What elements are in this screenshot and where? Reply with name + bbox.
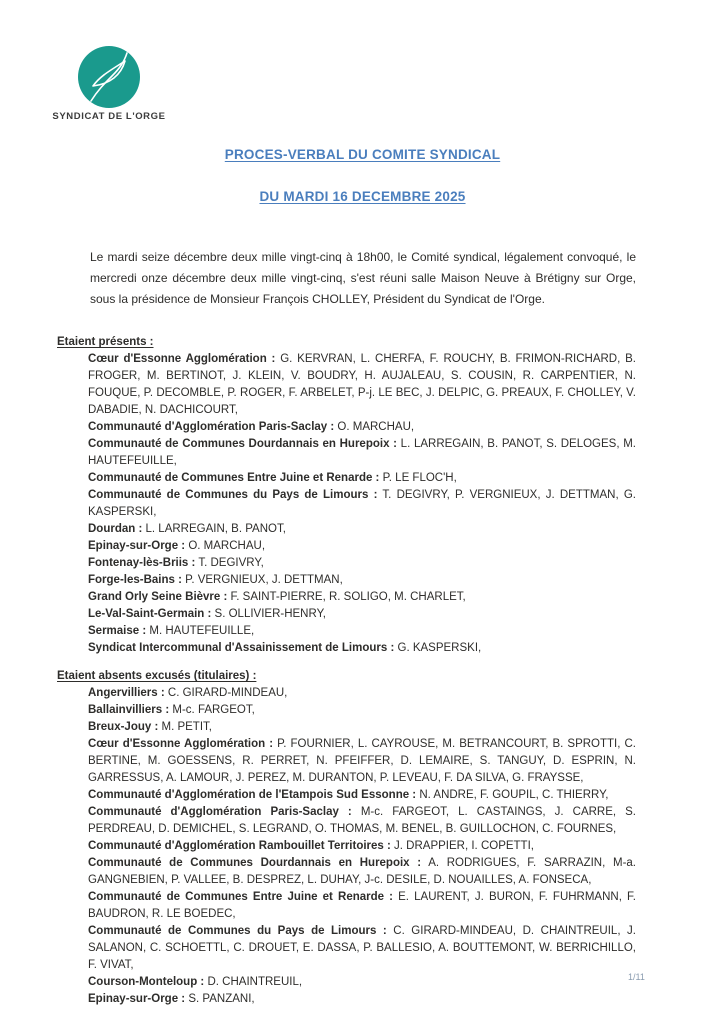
entry-label: Cœur d'Essonne Agglomération : (88, 353, 276, 365)
attendance-entry (88, 838, 636, 855)
entry-names: M. PETIT, (161, 721, 212, 733)
syndicat-orge-leaf-logo-icon (78, 46, 140, 108)
entry-names: N. ANDRE, F. GOUPIL, C. THIERRY, (419, 789, 609, 801)
entry-label: Communauté de Communes du Pays de Limours : (88, 489, 378, 501)
attendance-entry (88, 521, 636, 538)
entry-label: Forge-les-Bains : (88, 574, 182, 586)
attendance-entry (88, 685, 636, 702)
entry-names: S. PANZANI, (188, 993, 255, 1005)
entry-names: O. MARCHAU, (337, 421, 415, 433)
entry-names: M-c. FARGEOT, L. CASTAINGS, J. CARRE, S. PERDREAU, D. DEMICHEL, S. LEGRAND, O. THOMAS, M. BENEL, B. GUILLOCHON, C. FOURNES, (88, 806, 637, 835)
entry-label: Le-Val-Saint-Germain : (88, 608, 212, 620)
attendance-sections (57, 334, 636, 1008)
entry-names: M. HAUTEFEUILLE, (149, 625, 255, 637)
entry-names: P. VERGNIEUX, J. DETTMAN, (185, 574, 343, 586)
entry-names: G. KASPERSKI, (397, 642, 482, 654)
section-heading: Etaient présents : (57, 336, 154, 348)
attendance-entry (88, 351, 636, 419)
attendance-entry (88, 889, 636, 923)
entry-names: T. DEGIVRY, (198, 557, 264, 569)
section-heading: Etaient absents excusés (titulaires) : (57, 670, 257, 682)
entry-label: Dourdan : (88, 523, 143, 535)
attendance-entry (88, 487, 636, 521)
entry-names: M-c. FARGEOT, (172, 704, 255, 716)
entry-names: C. GIRARD-MINDEAU, (167, 687, 288, 699)
entry-label: Cœur d'Essonne Agglomération : (88, 738, 274, 750)
attendance-entry (88, 606, 636, 623)
entry-label: Communauté de Communes Entre Juine et Renarde : (88, 891, 393, 903)
attendance-entry (88, 589, 636, 606)
document-title-line2: DU MARDI 16 DECEMBRE 2025 (259, 189, 466, 204)
entry-label: Epinay-sur-Orge : (88, 993, 186, 1005)
entry-names: P. LE FLOC'H, (382, 472, 457, 484)
entry-label: Grand Orly Seine Bièvre : (88, 591, 228, 603)
entry-label: Syndicat Intercommunal d'Assainissement de Limours : (88, 642, 395, 654)
entry-names: T. DEGIVRY, P. VERGNIEUX, J. DETTMAN, G. KASPERSKI, (88, 489, 636, 518)
entry-label: Communauté d'Agglomération Paris-Saclay : (88, 421, 335, 433)
attendance-entry (88, 470, 636, 487)
attendance-entry (88, 974, 636, 991)
attendance-entry (88, 736, 636, 787)
entry-label: Fontenay-lès-Briis : (88, 557, 196, 569)
attendance-entry (88, 436, 636, 470)
entry-names: L. LARREGAIN, B. PANOT, (145, 523, 286, 535)
attendance-section (57, 334, 636, 657)
attendance-entry (88, 719, 636, 736)
attendance-entry (88, 804, 636, 838)
attendance-entry (88, 419, 636, 436)
entry-names: P. FOURNIER, L. CAYROUSE, M. BETRANCOURT, B. SPROTTI, C. BERTINE, M. GOESSENS, R. PERRET, N. PFEIFFER, D. LEMAIRE, S. TANGUY, D. ESPRIN, N. GARRESSUS, A. LAMOUR, J. PEREZ, M. DURANTON, P. LEVEAU, F. DA SILVA, G. FRAYSSE, (88, 738, 636, 784)
attendance-entry (88, 555, 636, 572)
entry-label: Communauté de Communes Dourdannais en Hurepoix : (88, 438, 397, 450)
entry-names: L. LARREGAIN, B. PANOT, S. DELOGES, M. HAUTEFEUILLE, (88, 438, 636, 467)
entry-names: A. RODRIGUES, F. SARRAZIN, M-a. GANGNEBIEN, P. VALLEE, B. DESPREZ, L. DUHAY, J-c. DESILE, D. NOUAILLES, A. FONSECA, (88, 857, 636, 886)
entry-names: S. OLLIVIER-HENRY, (214, 608, 326, 620)
entry-label: Communauté d'Agglomération de l'Etampois Sud Essonne : (88, 789, 417, 801)
entry-names: E. LAURENT, J. BURON, F. FUHRMANN, F. BAUDRON, R. LE BOEDEC, (88, 891, 636, 920)
page-number: 1/11 (628, 972, 645, 982)
attendance-entry (88, 623, 636, 640)
attendance-entry (88, 991, 636, 1008)
attendance-entry (88, 855, 636, 889)
attendance-entry (88, 538, 636, 555)
logo (44, 46, 174, 122)
intro-paragraph: Le mardi seize décembre deux mille vingt-cinq à 18h00, le Comité syndical, légalement convoqué, le mercredi onze décembre deux mille vingt-cinq, s'est réuni salle Maison Neuve à Brétigny sur Orge, sous la présidence de Monsieur François CHOLLEY, Président du Syndicat de l'Orge. (90, 250, 636, 306)
entry-names: J. DRAPPIER, I. COPETTI, (394, 840, 534, 852)
entry-names: O. MARCHAU, (188, 540, 266, 552)
entry-label: Communauté de Communes du Pays de Limours : (88, 925, 387, 937)
entry-label: Breux-Jouy : (88, 721, 159, 733)
attendance-section (57, 668, 636, 1008)
entry-label: Communauté d'Agglomération Paris-Saclay : (88, 806, 352, 818)
entry-label: Courson-Monteloup : (88, 976, 205, 988)
entry-names: F. SAINT-PIERRE, R. SOLIGO, M. CHARLET, (230, 591, 466, 603)
entry-label: Epinay-sur-Orge : (88, 540, 186, 552)
logo-caption: SYNDICAT DE L'ORGE (52, 111, 166, 122)
document-title-line1: PROCES-VERBAL DU COMITE SYNDICAL (224, 147, 501, 162)
attendance-entry (88, 572, 636, 589)
attendance-entry (88, 702, 636, 719)
entry-label: Ballainvilliers : (88, 704, 170, 716)
entry-names: D. CHAINTREUIL, (207, 976, 303, 988)
entry-label: Communauté d'Agglomération Rambouillet Territoires : (88, 840, 391, 852)
entry-names: G. KERVRAN, L. CHERFA, F. ROUCHY, B. FRIMON-RICHARD, B. FROGER, M. BERTINOT, J. KLEIN, V. BOUDRY, H. AUJALEAU, S. COUSIN, R. CARPENTIER, N. FOUQUE, P. DECOMBLE, P. ROGER, F. ARBELET, P-j. LE BEC, J. DELPIC, G. PREAUX, F. CHOLLEY, V. DABADIE, N. DACHICOURT, (88, 353, 636, 416)
entry-label: Communauté de Communes Entre Juine et Renarde : (88, 472, 380, 484)
entry-label: Communauté de Communes Dourdannais en Hurepoix : (88, 857, 422, 869)
entry-label: Angervilliers : (88, 687, 165, 699)
attendance-entry (88, 923, 636, 974)
attendance-entry (88, 640, 636, 657)
entry-names: C. GIRARD-MINDEAU, D. CHAINTREUIL, J. SALANON, C. SCHOETTL, C. DROUET, E. DASSA, P. BALLESIO, A. BOUTTEMONT, W. BERRICHILLO, F. VIVAT, (88, 925, 636, 971)
attendance-entry (88, 787, 636, 804)
entry-label: Sermaise : (88, 625, 147, 637)
